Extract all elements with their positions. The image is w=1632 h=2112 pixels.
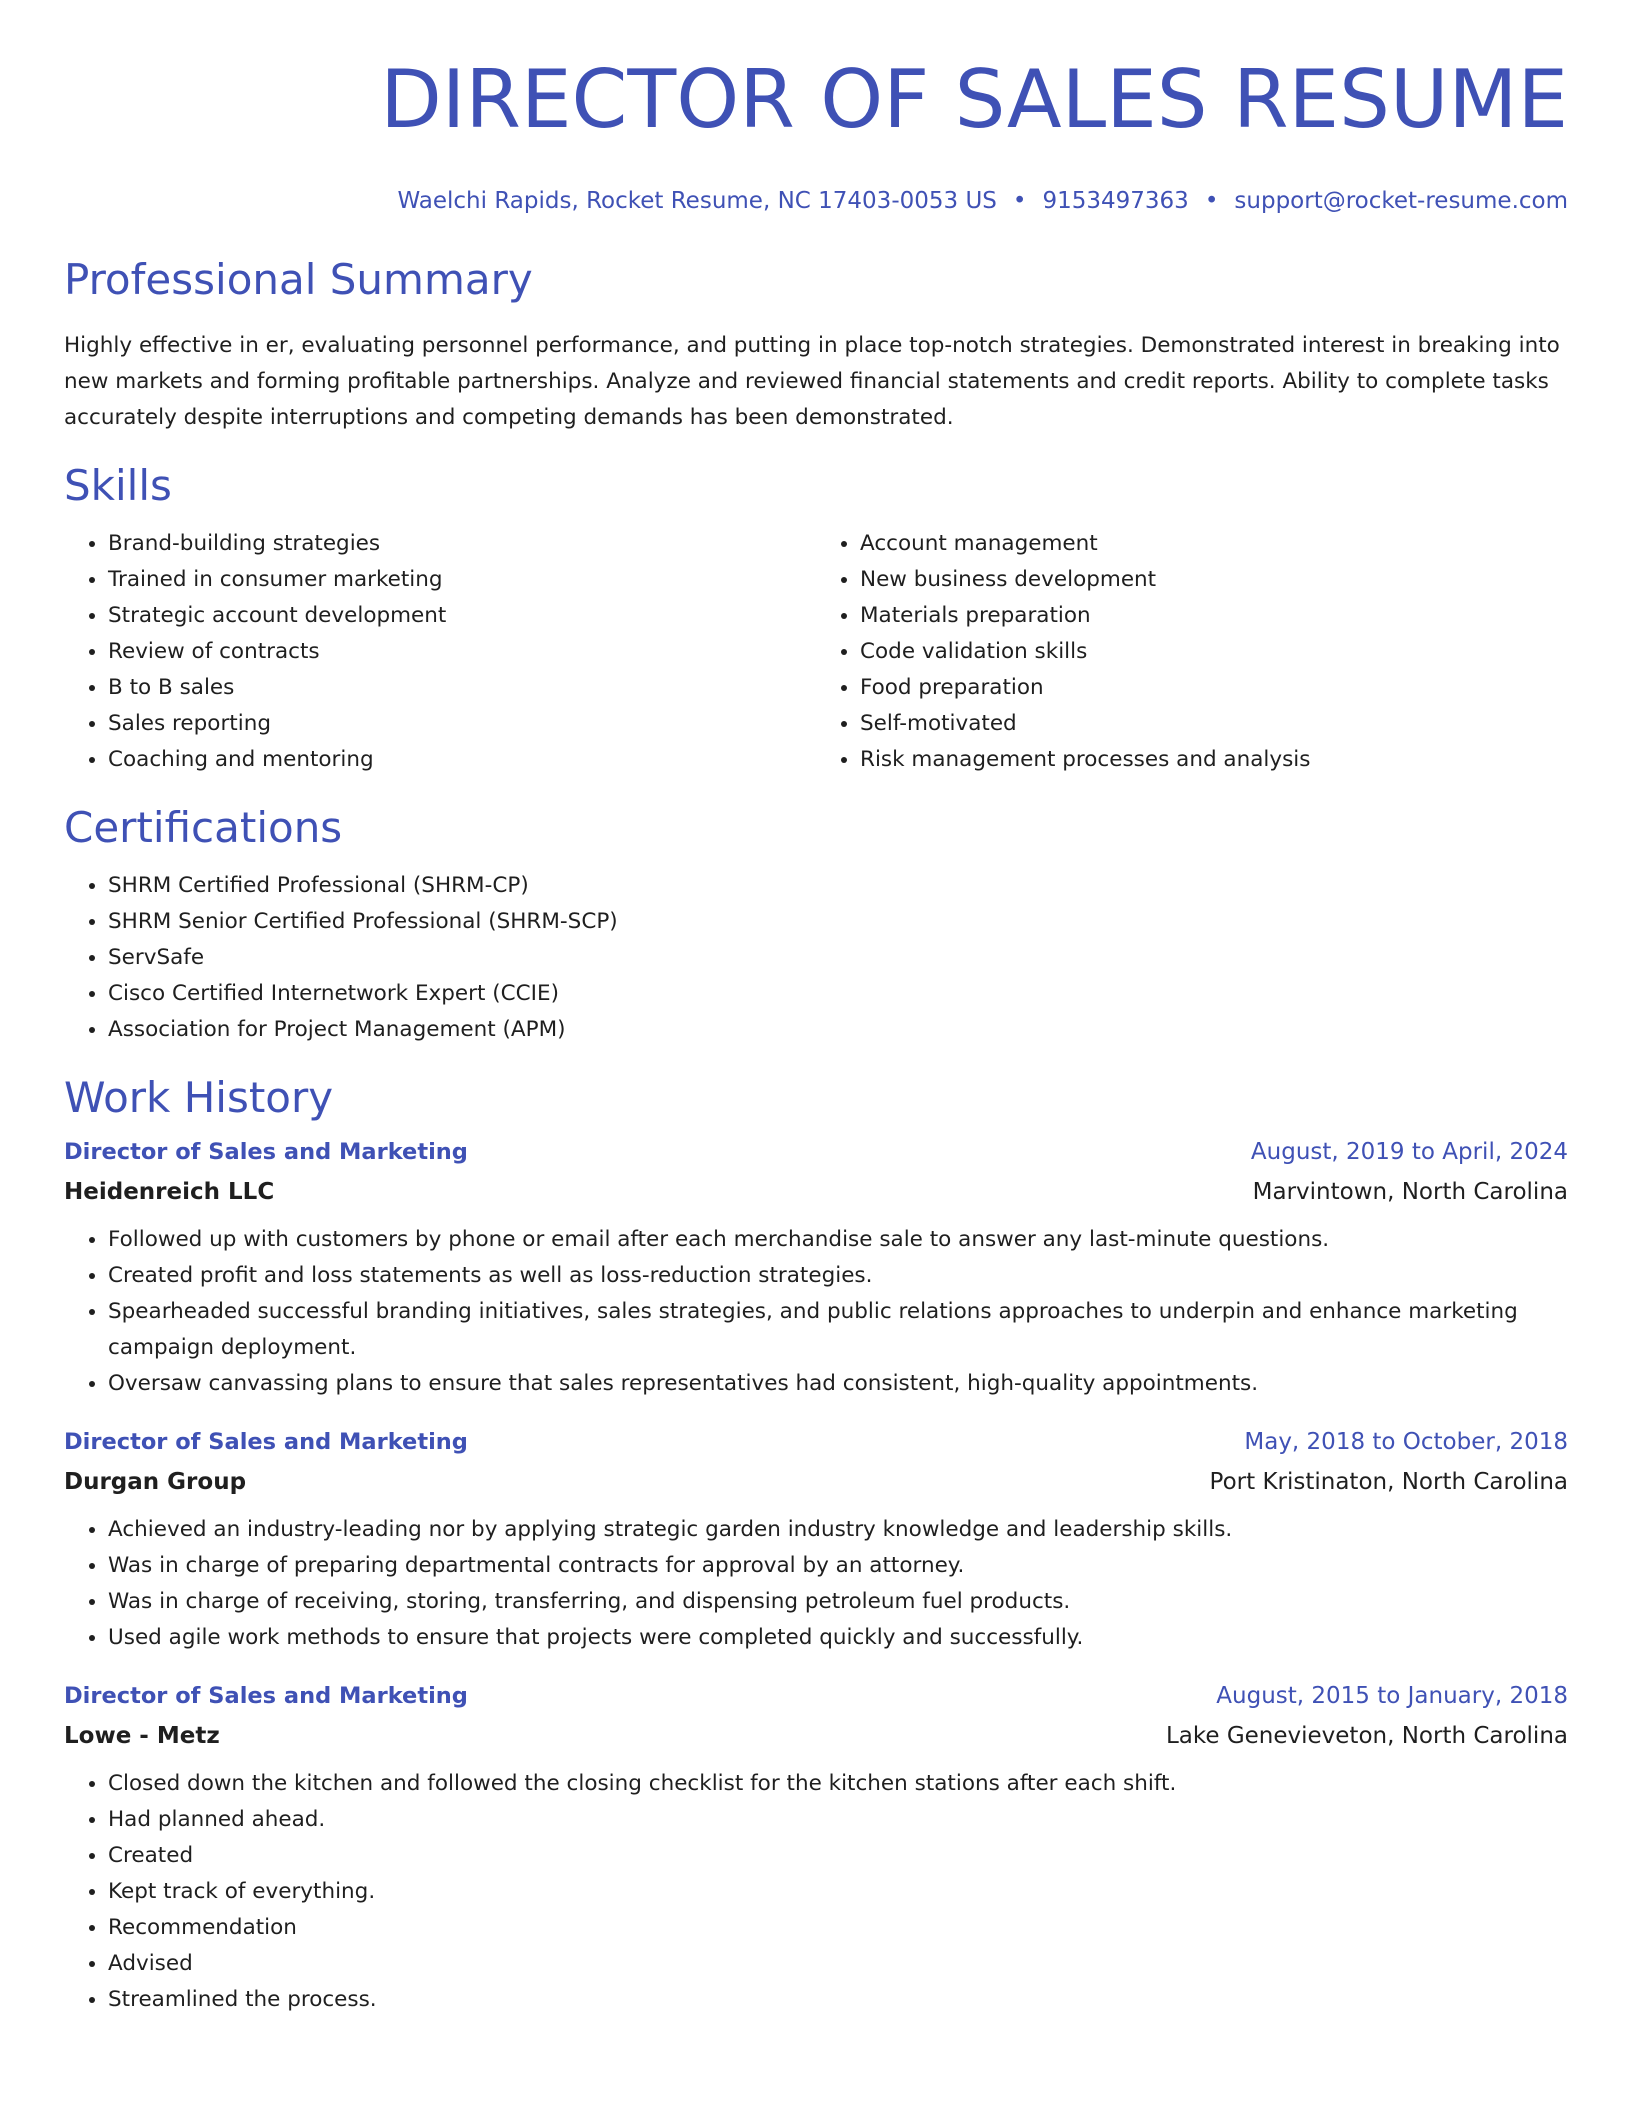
job-bullets	[64, 1766, 1568, 2018]
skill-item: • Self-motivated	[860, 706, 1568, 742]
job-entry	[64, 1680, 1568, 2018]
contact-separator: •	[1012, 188, 1027, 214]
job-location: Lake Genevieveton, North Carolina	[1165, 1723, 1568, 1749]
job-title: Director of Sales and Marketing	[64, 1429, 468, 1455]
job-entry	[64, 1426, 1568, 1656]
job-bullet: • Was in charge of receiving, storing, transferring, and dispensing petroleum fuel products.	[108, 1584, 1568, 1620]
contact-email[interactable]: support@rocket-resume.com	[1234, 188, 1568, 214]
job-bullet: • Kept track of everything.	[108, 1874, 1568, 1910]
contact-address: Waelchi Rapids, Rocket Resume, NC 17403-0053 US	[397, 188, 997, 214]
contact-separator: •	[1204, 188, 1219, 214]
job-title-row	[64, 1680, 1568, 1712]
contact-phone: 9153497363	[1042, 188, 1189, 214]
job-dates: August, 2019 to April, 2024	[1250, 1139, 1568, 1165]
skill-item: • Coaching and mentoring	[108, 742, 816, 778]
skill-item: • B to B sales	[108, 670, 816, 706]
job-bullet: • Advised	[108, 1946, 1568, 1982]
summary-text: Highly effective in er, evaluating personnel performance, and putting in place top-notch strategies. Demonstrated interest in breaking into new markets and forming profitable partnerships. Analyze and reviewed financial statements and credit reports. Ability to complete tasks accurately despite interruptions and competing demands has been demonstrated.	[64, 333, 1560, 430]
summary-heading: Professional Summary	[64, 255, 533, 304]
skill-item: • Sales reporting	[108, 706, 816, 742]
job-bullet: • Created	[108, 1838, 1568, 1874]
certification-item: • ServSafe	[108, 940, 1568, 976]
resume-title: DIRECTOR OF SALES RESUME	[380, 53, 1568, 146]
job-company-row	[64, 1720, 1568, 1752]
job-company-row	[64, 1176, 1568, 1208]
skill-item: • Strategic account development	[108, 598, 816, 634]
certification-item: • Association for Project Management (APM)	[108, 1012, 1568, 1048]
job-bullet: • Streamlined the process.	[108, 1982, 1568, 2018]
job-bullet: • Closed down the kitchen and followed the closing checklist for the kitchen stations after each shift.	[108, 1766, 1568, 1802]
skill-item: • Risk management processes and analysis	[860, 742, 1568, 778]
certification-item: • Cisco Certified Internetwork Expert (CCIE)	[108, 976, 1568, 1012]
job-bullet: • Recommendation	[108, 1910, 1568, 1946]
job-bullets	[64, 1222, 1568, 1402]
resume-header	[64, 0, 1568, 216]
job-company-row	[64, 1466, 1568, 1498]
job-bullet: • Followed up with customers by phone or email after each merchandise sale to answer any last-minute questions.	[108, 1222, 1568, 1258]
job-dates: August, 2015 to January, 2018	[1216, 1683, 1568, 1709]
work-history-heading: Work History	[64, 1073, 334, 1122]
skill-item: • Materials preparation	[860, 598, 1568, 634]
job-location: Marvintown, North Carolina	[1252, 1179, 1568, 1205]
skills-list-left	[64, 526, 816, 778]
skill-item: • New business development	[860, 562, 1568, 598]
job-company: Heidenreich LLC	[64, 1179, 275, 1205]
job-bullet: • Created profit and loss statements as well as loss-reduction strategies.	[108, 1258, 1568, 1294]
skill-item: • Account management	[860, 526, 1568, 562]
skill-item: • Code validation skills	[860, 634, 1568, 670]
job-title-row	[64, 1426, 1568, 1458]
job-bullet: • Was in charge of preparing departmental contracts for approval by an attorney.	[108, 1548, 1568, 1584]
certification-item: • SHRM Certified Professional (SHRM-CP)	[108, 868, 1568, 904]
job-title-row	[64, 1136, 1568, 1168]
skill-item: • Review of contracts	[108, 634, 816, 670]
job-dates: May, 2018 to October, 2018	[1244, 1429, 1568, 1455]
job-entry	[64, 1136, 1568, 1402]
certification-item: • SHRM Senior Certified Professional (SHRM-SCP)	[108, 904, 1568, 940]
skills-list-right	[816, 526, 1568, 778]
skill-item: • Brand-building strategies	[108, 526, 816, 562]
contact-line	[64, 186, 1568, 216]
job-bullet: • Oversaw canvassing plans to ensure that sales representatives had consistent, high-quality appointments.	[108, 1366, 1568, 1402]
job-location: Port Kristinaton, North Carolina	[1209, 1469, 1568, 1495]
job-bullet: • Used agile work methods to ensure that projects were completed quickly and successfully.	[108, 1620, 1568, 1656]
certifications-list	[64, 868, 1568, 1048]
certifications-heading: Certifications	[64, 803, 343, 852]
job-company: Durgan Group	[64, 1469, 247, 1495]
skills-heading: Skills	[64, 461, 172, 510]
job-bullet: • Spearheaded successful branding initiatives, sales strategies, and public relations approaches to underpin and enhance marketing campaign deployment.	[108, 1294, 1568, 1366]
skill-item: • Food preparation	[860, 670, 1568, 706]
job-title: Director of Sales and Marketing	[64, 1683, 468, 1709]
job-bullet: • Achieved an industry-leading nor by applying strategic garden industry knowledge and leadership skills.	[108, 1512, 1568, 1548]
skill-item: • Trained in consumer marketing	[108, 562, 816, 598]
job-bullet: • Had planned ahead.	[108, 1802, 1568, 1838]
job-title: Director of Sales and Marketing	[64, 1139, 468, 1165]
job-company: Lowe - Metz	[64, 1723, 220, 1749]
job-bullets	[64, 1512, 1568, 1656]
skills-columns	[64, 526, 1568, 778]
